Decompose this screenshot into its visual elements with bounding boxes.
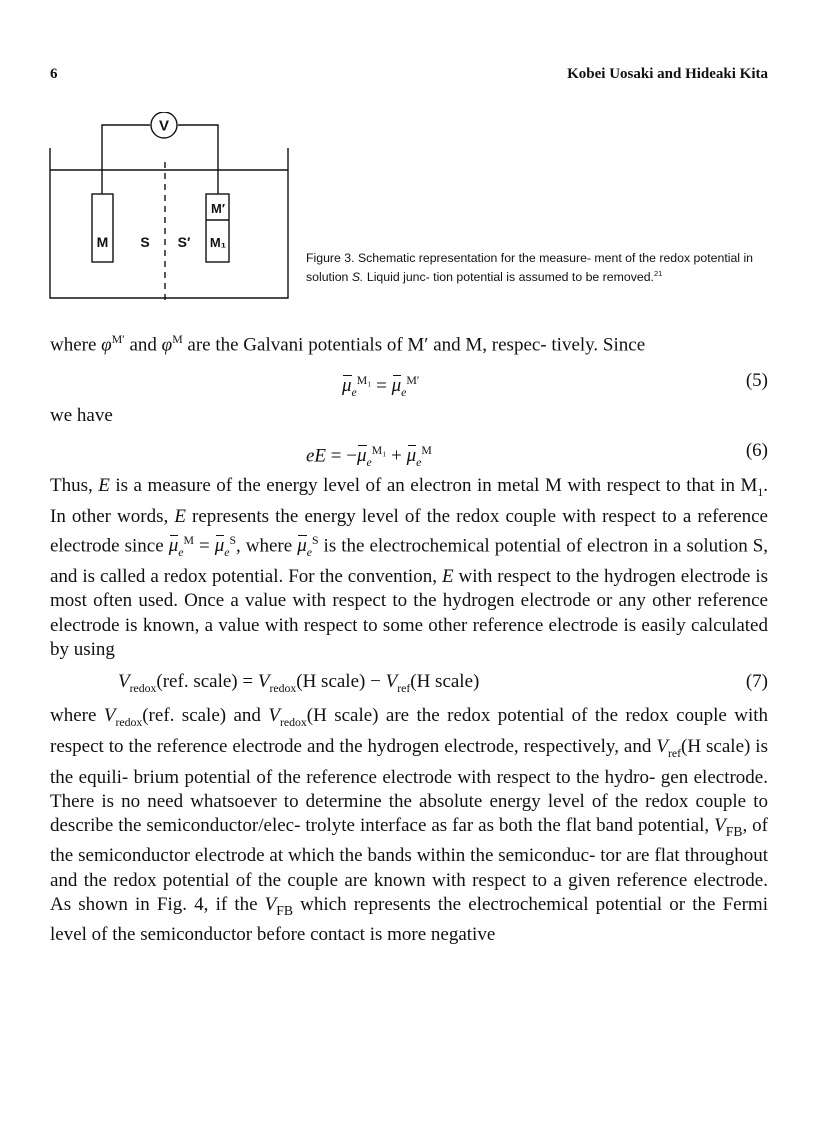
paragraph-thus: Thus, E is a measure of the energy level of an electron in metal M with respect to that in $M_1$. In other words, E represents the energy level of the redox couple with respect to a reference electrode since $\mu_e^M = \mu_e^S$, where $\mu_e^S$ is the electrochemical potential of electron in a solution S, and is called a redox potential. For the convention, E with respect to the hydrogen electrode is most often used. Once a value with respect to the hydrogen electrode or any other reference electrode is known, a value with respect to some other reference electrode is easily calculated by using [50, 474, 769, 660]
page-number: 6 [50, 66, 58, 82]
electrode-m [92, 194, 113, 262]
figure-3-diagram [44, 112, 294, 304]
label-m-prime: M′ [211, 201, 225, 216]
label-s: S [140, 234, 150, 250]
label-m1: M₁ [209, 235, 227, 250]
equation-5-number: (5) [745, 369, 768, 391]
wire-right [178, 125, 218, 194]
paragraph-where-vredox: where $V_{redox}(ref$. scale) and $V_{redox}(H$ scale) are the redox potential of the redox couple with respect to the reference electrode and the hydrogen electrode, respectively, and $V_{ref}(H$ scale) is the equili- brium potential of the reference electrode with respect to the hydro- gen electrode. There is no need whatsoever to determine the absolute energy level of the redox couple to describe the semiconductor/elec- trolyte interface as far as both the flat band potential, $V_{FB}$, of the semiconductor electrode at which the bands within the semiconduc- tor are flat throughout and the redox potential of the couple are known with respect to a given reference electrode. As shown in Fig. 4, if the $V_{FB}$ which represents the electrochemical potential or the Fermi level of the semiconductor before contact is more negative [50, 705, 769, 945]
figure-3-caption: Figure 3. Schematic representation for the measure- ment of the redox potential in solution S. Liquid junc- tion potential is assumed to be removed.$^{21}$ [306, 251, 754, 285]
body-text [50, 328, 768, 947]
equation-5: $\mu_e^{M_1} = \mu_e^{M'}$ (5) [342, 369, 768, 399]
voltmeter-label: V [158, 117, 170, 135]
equation-7: $V_{redox}(ref$. scale) = $V_{redox}(H$ scale) − $V_{ref}(H$ scale) (7) [118, 671, 768, 695]
equation-6: eE = $-\mu_e^{M_1} + \mu_e^M$ (6) [306, 439, 768, 469]
paragraph-we-have: we have [50, 404, 113, 426]
paragraph-galvani: where $\varphi^{M'}$ and $\varphi^M$ are the Galvani potentials of M′ and M, respec- tively. Since [50, 333, 646, 356]
label-m: M [96, 234, 109, 250]
equation-7-number: (7) [745, 671, 768, 693]
wire-left [102, 125, 150, 194]
equation-6-number: (6) [745, 439, 768, 461]
label-s-prime: S′ [177, 234, 191, 250]
running-head: Kobei Uosaki and Hideaki Kita [567, 66, 768, 82]
